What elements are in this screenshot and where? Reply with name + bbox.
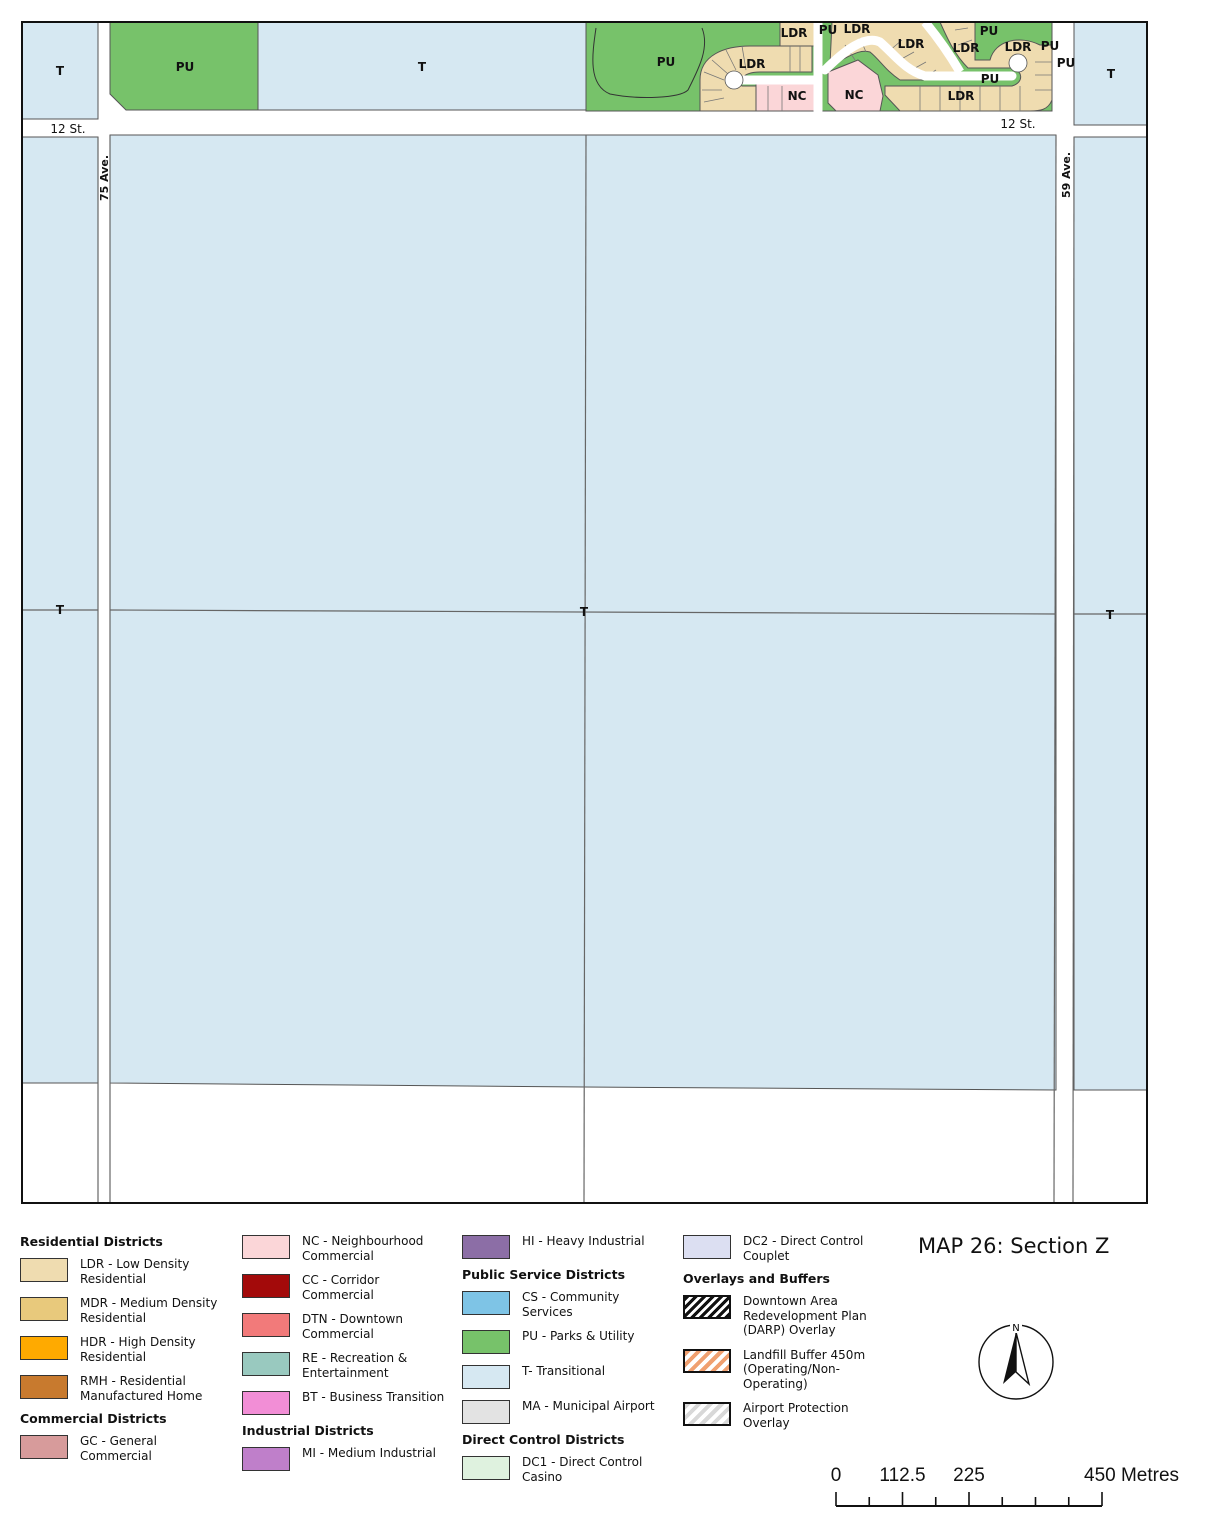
road-label-12-st-west: 12 St.: [50, 122, 86, 136]
legend-item: [242, 1446, 452, 1471]
legend-item: [242, 1390, 452, 1415]
north-arrow-icon: [970, 1318, 1062, 1404]
legend-item: [20, 1296, 230, 1325]
legend-item: [242, 1351, 452, 1380]
legend-column-3: [462, 1234, 672, 1494]
legend-heading-commercial: Commercial Districts: [20, 1411, 167, 1426]
legend-swatch: [683, 1402, 731, 1426]
legend-item: [462, 1364, 672, 1389]
legend-heading-residential: Residential Districts: [20, 1234, 163, 1249]
legend-swatch: [242, 1313, 290, 1337]
legend-label: DTN - Downtown Commercial: [302, 1312, 403, 1341]
zone-label-pu: PU: [1040, 39, 1060, 53]
legend-label: NC - Neighbourhood Commercial: [302, 1234, 424, 1263]
legend-label: T- Transitional: [522, 1364, 606, 1378]
legend-label: LDR - Low Density Residential: [80, 1257, 190, 1286]
legend-swatch: [242, 1391, 290, 1415]
legend-swatch: [20, 1297, 68, 1321]
zone-label-ldr: LDR: [738, 57, 766, 71]
legend-label: MA - Municipal Airport: [522, 1399, 655, 1413]
legend-swatch: [20, 1375, 68, 1399]
legend-item: [20, 1257, 230, 1286]
legend-label: RMH - Residential Manufactured Home: [80, 1374, 203, 1403]
zone-label-pu: PU: [175, 60, 195, 74]
scale-label: 225: [953, 1465, 985, 1486]
legend-label: PU - Parks & Utility: [522, 1329, 635, 1343]
scale-label: 112.5: [879, 1465, 926, 1486]
scale-bar: [822, 1460, 1202, 1512]
zone-label-ldr: LDR: [952, 41, 980, 55]
legend-item: [683, 1294, 893, 1338]
legend-label: CS - Community Services: [522, 1290, 620, 1319]
legend-heading-public: Public Service Districts: [462, 1267, 626, 1282]
legend-item: [20, 1335, 230, 1364]
legend-item: [242, 1312, 452, 1341]
legend-item: [462, 1290, 672, 1319]
legend-label: GC - General Commercial: [80, 1434, 157, 1463]
legend-label: BT - Business Transition: [302, 1390, 445, 1404]
legend-item: [462, 1329, 672, 1354]
zone-label-t: T: [55, 64, 65, 78]
legend-label: DC2 - Direct Control Couplet: [743, 1234, 864, 1263]
zone-label-t: T: [1105, 608, 1115, 622]
legend-item: [462, 1399, 672, 1424]
zone-label-ldr: LDR: [780, 26, 808, 40]
scale-label: 450 Metres: [1084, 1465, 1180, 1486]
legend-swatch: [242, 1352, 290, 1376]
zone-label-ldr: LDR: [1004, 40, 1032, 54]
zone-label-ldr: LDR: [897, 37, 925, 51]
legend-item: [242, 1234, 452, 1263]
legend-heading-industrial: Industrial Districts: [242, 1423, 374, 1438]
legend-swatch: [20, 1435, 68, 1459]
legend-swatch: [462, 1291, 510, 1315]
legend-column-4: [683, 1234, 893, 1440]
legend-column-2: [242, 1234, 452, 1481]
legend-label: RE - Recreation & Entertainment: [302, 1351, 408, 1380]
legend-label: Downtown Area Redevelopment Plan (DARP) Overlay: [743, 1294, 867, 1337]
zone-label-pu: PU: [818, 23, 838, 37]
zone-label-t: T: [55, 603, 65, 617]
legend-swatch: [242, 1235, 290, 1259]
zone-label-ldr: LDR: [843, 22, 871, 36]
legend-label: MI - Medium Industrial: [302, 1446, 436, 1460]
legend-heading-overlays: Overlays and Buffers: [683, 1271, 830, 1286]
legend-item: [20, 1434, 230, 1463]
zone-label-t: T: [579, 605, 589, 619]
legend-heading-direct: Direct Control Districts: [462, 1432, 625, 1447]
legend-swatch: [462, 1400, 510, 1424]
legend-label: CC - Corridor Commercial: [302, 1273, 380, 1302]
zone-label-pu: PU: [656, 55, 676, 69]
zone-label-nc: NC: [844, 88, 864, 102]
legend-label: Landfill Buffer 450m (Operating/Non-Operating): [743, 1347, 866, 1391]
legend-item: [242, 1273, 452, 1302]
road-label-59-ave: 59 Ave.: [1060, 151, 1073, 199]
zone-label-pu: PU: [1056, 56, 1076, 70]
legend-label: Airport Protection Overlay: [743, 1401, 849, 1430]
zone-label-t: T: [1106, 67, 1116, 81]
zone-label-nc: NC: [787, 89, 807, 103]
map-title: MAP 26: Section Z: [918, 1234, 1110, 1258]
north-label: N: [1012, 1323, 1020, 1334]
legend-label: DC1 - Direct Control Casino: [522, 1455, 643, 1484]
legend-item: [20, 1374, 230, 1403]
legend-swatch: [683, 1349, 731, 1373]
legend-swatch: [683, 1235, 731, 1259]
legend-item: [683, 1348, 893, 1392]
legend-label: MDR - Medium Density Residential: [80, 1296, 218, 1325]
legend-label: HDR - High Density Residential: [80, 1335, 196, 1364]
legend-swatch: [242, 1447, 290, 1471]
legend-swatch: [242, 1274, 290, 1298]
legend-item: [462, 1455, 672, 1484]
legend-item: [683, 1234, 893, 1263]
legend-item: [462, 1234, 672, 1259]
legend-item: [683, 1401, 893, 1430]
legend-swatch: [20, 1258, 68, 1282]
zone-label-pu: PU: [979, 24, 999, 38]
road-label-75-ave: 75 Ave.: [98, 154, 111, 202]
legend-swatch: [462, 1330, 510, 1354]
legend-swatch: [462, 1365, 510, 1389]
scale-label: 0: [830, 1465, 842, 1486]
legend-swatch: [462, 1235, 510, 1259]
legend-swatch: [683, 1295, 731, 1319]
legend-swatch: [462, 1456, 510, 1480]
legend-column-1: [20, 1234, 230, 1473]
zone-label-pu: PU: [980, 72, 1000, 86]
legend-label: HI - Heavy Industrial: [522, 1234, 645, 1248]
legend-swatch: [20, 1336, 68, 1360]
zone-label-ldr: LDR: [947, 89, 975, 103]
road-label-12-st-east: 12 St.: [1000, 117, 1036, 131]
zone-label-t: T: [417, 60, 427, 74]
